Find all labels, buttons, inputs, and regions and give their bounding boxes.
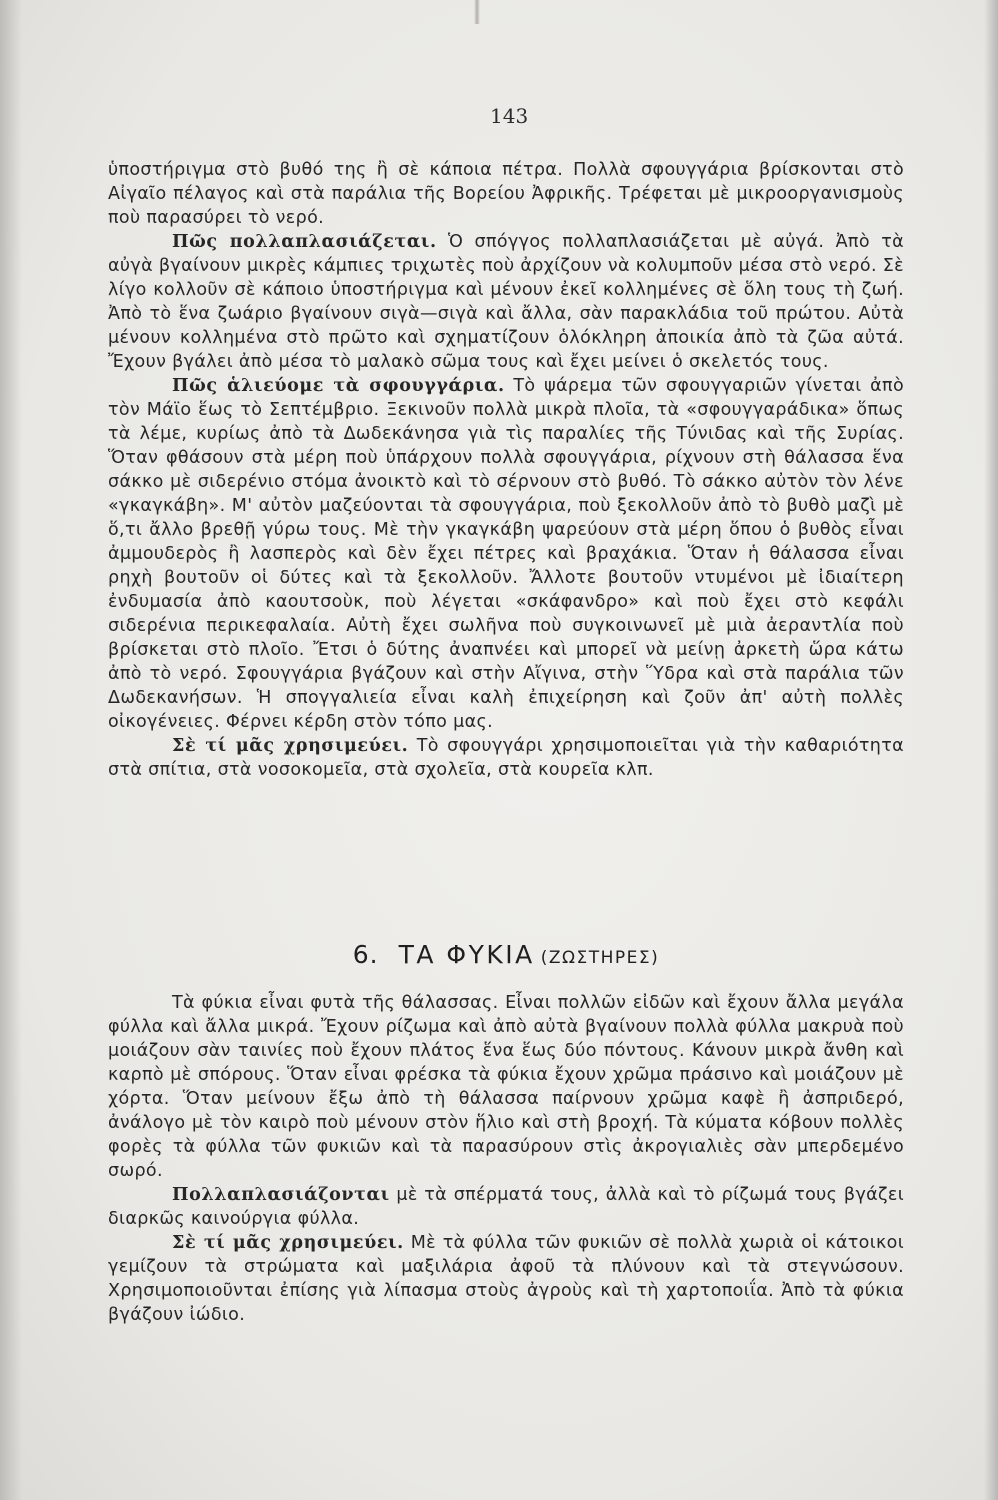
runin-heading-seaweed-uses: Σὲ τί μᾶς χρησιμεύει. (172, 1233, 404, 1253)
section-title: ΤΑ ΦΥΚΙΑ (398, 940, 535, 969)
page-edge-shadow (984, 0, 998, 1500)
paragraph-seaweed-reproduction (108, 1183, 904, 1231)
paragraph-reproduction (108, 230, 904, 374)
paragraph-fishing (108, 374, 904, 734)
runin-heading-reproduction: Πῶς πολλαπλασιάζεται. (172, 232, 437, 252)
section-number: 6. (352, 940, 379, 969)
paragraph-text: Ὁ σπόγγος πολλαπλασιάζεται μὲ αὐγά. Ἀπὸ τὰ αὐγὰ βγαίνουν μικρὲς κάμπιες τριχωτὲς ποὺ ἀρχίζουν νὰ κολυμποῦν μέσα στὸ νερό. Σὲ λίγο κολλοῦν σὲ κάποιο ὑποστήριγμα καὶ μένουν ἐκεῖ κολλημένες σὲ ὅλη τους τὴ ζωή. Ἀπὸ τὸ ἕνα ζωάριο βγαίνουν σιγὰ—σιγὰ καὶ ἄλλα, σὰν παρακλάδια τοῦ πρώτου. Αὐτὰ μένουν κολλημένα στὸ πρῶτο καὶ σχηματίζουν ὁλόκληρη ἀποικία ἀπὸ τὰ ζῶα αὐτά. Ἔχουν βγάλει ἀπὸ μέσα τὸ μαλακὸ σῶμα τους καὶ ἔχει μείνει ὁ σκελετός τους. (108, 232, 904, 372)
paragraph-seaweed-uses (108, 1231, 904, 1327)
page-fold-mark (474, 0, 480, 24)
section-subtitle: (ΖΩΣΤΗΡΕΣ) (540, 948, 660, 968)
paragraph-seaweed-intro: Τὰ φύκια εἶναι φυτὰ τῆς θάλασσας. Εἶναι πολλῶν εἰδῶν καὶ ἔχουν ἄλλα μεγάλα φύλλα καὶ ἄλλα μικρά. Ἔχουν ρίζωμα καὶ ἀπὸ αὐτὰ βγαίνουν πολλὰ φύλλα μακρυὰ ποὺ μοιάζουν σὰν ταινίες ποὺ ἔχουν πλάτος ἕνα ἕως δύο πόντους. Κάνουν μικρὰ ἄνθη καὶ καρπὸ μὲ σπόρους. Ὅταν εἶναι φρέσκα τὰ φύκια ἔχουν χρῶμα πράσινο καὶ μοιάζουν μὲ χόρτα. Ὅταν μείνουν ἔξω ἀπὸ τὴ θάλασσα παίρνουν χρῶμα καφὲ ἢ ἀσπριδερό, ἀνάλογο μὲ τὸν καιρὸ ποὺ μένουν στὸν ἥλιο καὶ στὴ βροχή. Τὰ κύματα κόβουν πολλὲς φορὲς τὰ φύλλα τῶν φυκιῶν καὶ τὰ παρασύρουν στὶς ἀκρογιαλιὲς σὰν μπερδεμένο σωρό. (108, 993, 904, 1181)
paragraph-text: μὲ τὰ σπέρματά τους, ἀλλὰ καὶ τὸ ρίζωμά τους βγάζει διαρκῶς καινούργια φύλλα. (108, 1185, 904, 1229)
paragraph-uses (108, 734, 904, 782)
runin-heading-fishing: Πῶς ἁλιεύομε τὰ σφουγγάρια. (172, 376, 505, 396)
paragraph-text: Μὲ τὰ φύλλα τῶν φυκιῶν σὲ πολλὰ χωριὰ οἱ κάτοικοι γεμίζουν τὰ στρώματα καὶ μαξιλάρια ἀφοῦ τὰ πλύνουν καὶ τὰ στεγνώσουν. Χρησιμοποιοῦνται ἐπίσης γιὰ λίπασμα στοὺς ἀγροὺς καὶ τὴ χαρτοποιΐα. Ἀπὸ τὰ φύκια βγάζουν ἰώδιο. (108, 1233, 904, 1325)
runin-heading-seaweed-reproduction: Πολλαπλασιάζονται (172, 1185, 390, 1205)
section-heading-seaweed (108, 940, 904, 969)
seaweed-section-text (108, 991, 904, 1327)
binding-shadow (0, 0, 22, 1500)
sponge-section-text (108, 158, 904, 782)
page-number: 143 (490, 104, 529, 128)
paragraph-text: Τὸ ψάρεμα τῶν σφουγγαριῶν γίνεται ἀπὸ τὸν Μάϊο ἕως τὸ Σεπτέμβριο. Ξεκινοῦν πολλὰ μικρὰ πλοῖα, τὰ «σφουγγαράδικα» ὅπως τὰ λέμε, κυρίως ἀπὸ τὰ Δωδεκάνησα γιὰ τὶς παραλίες τῆς Τύνιδας καὶ τῆς Συρίας. Ὅταν φθάσουν στὰ μέρη ποὺ ὑπάρχουν πολλὰ σφουγγάρια, ρίχνουν στὴ θάλασσα ἕνα σάκκο μὲ σιδερένιο στόμα ἀνοικτὸ καὶ τὸ σέρνουν στὸ βυθό. Τὸ σάκκο αὐτὸν τὸν λένε «γκαγκάβη». Μ' αὐτὸν μαζεύονται τὰ σφουγγάρια, ποὺ ξεκολλοῦν ἀπὸ τὸ βυθὸ μαζὶ μὲ ὅ,τι ἄλλο βρεθῇ γύρω τους. Μὲ τὴν γκαγκάβη ψαρεύουν στὰ μέρη ὅπου ὁ βυθὸς εἶναι ἀμμουδερὸς ἢ λασπερὸς καὶ δὲν ἔχει πέτρες καὶ βραχάκια. Ὅταν ἡ θάλασσα εἶναι ρηχὴ βουτοῦν οἱ δύτες καὶ τὰ ξεκολλοῦν. Ἄλλοτε βουτοῦν ντυμένοι μὲ ἰδιαίτερη ἐνδυμασία ἀπὸ καουτσοὺκ, ποὺ λέγεται «σκάφανδρο» καὶ ποὺ ἔχει στὸ κεφάλι σιδερένια περικεφαλαία. Αὐτὴ ἔχει σωλῆνα ποὺ συγκοινωνεῖ μὲ μιὰ ἀεραντλία ποὺ βρίσκεται στὸ πλοῖο. Ἔτσι ὁ δύτης ἀναπνέει καὶ μπορεῖ νὰ μείνῃ ἀρκετὴ ὥρα κάτω ἀπὸ τὸ νερό. Σφουγγάρια βγάζουν καὶ στὴν Αἴγινα, στὴν Ὕδρα καὶ στὰ παράλια τῶν Δωδεκανήσων. Ἡ σπογγαλιεία εἶναι καλὴ ἐπιχείρηση καὶ ζοῦν ἀπ' αὐτὴ πολλὲς οἰκογένειες. Φέρνει κέρδη στὸν τόπο μας. (108, 376, 905, 732)
paragraph-text: Τὸ σφουγγάρι χρησιμοποιεῖται γιὰ τὴν καθαριότητα στὰ σπίτια, στὰ νοσοκομεῖα, στὰ σχολεῖα, στὰ κουρεῖα κλπ. (108, 736, 904, 780)
runin-heading-uses: Σὲ τί μᾶς χρησιμεύει. (172, 736, 409, 756)
paragraph-continuation: ὑποστήριγμα στὸ βυθό της ἢ σὲ κάποια πέτρα. Πολλὰ σφουγγάρια βρίσκονται στὸ Αἰγαῖο πέλαγος καὶ στὰ παράλια τῆς Βορείου Ἀφρικῆς. Τρέφεται μὲ μικροοργανισμοὺς ποὺ παρασύρει τὸ νερό. (108, 160, 904, 228)
